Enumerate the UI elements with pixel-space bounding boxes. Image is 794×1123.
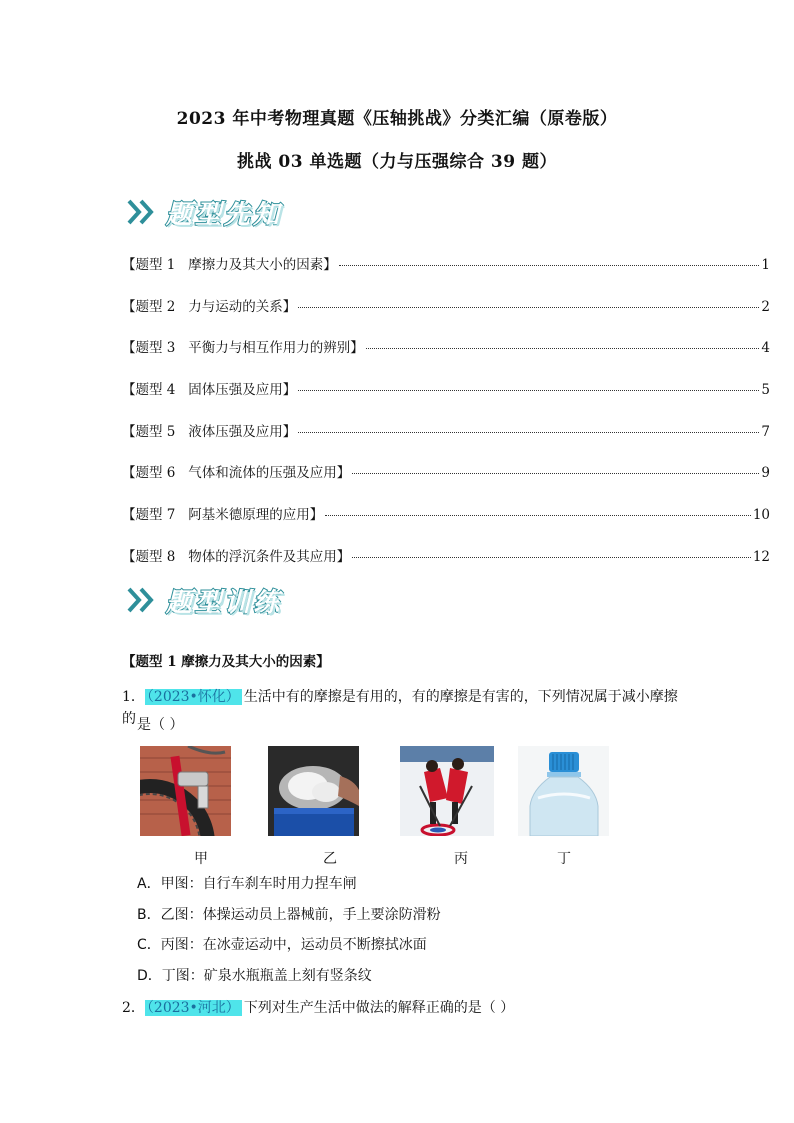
document-title: 2023 年中考物理真题《压轴挑战》分类汇编（原卷版）	[176, 109, 618, 129]
section-heading-text: 题型先知	[166, 199, 283, 230]
toc-leader-dots	[352, 556, 751, 558]
toc-item-page: 7	[761, 423, 770, 440]
photo-chalk-hands	[268, 746, 359, 836]
toc-item-page: 4	[761, 340, 770, 357]
toc-leader-dots	[298, 389, 759, 391]
photo-caption: 丁	[557, 851, 571, 867]
source-tag: （2023•怀化）	[146, 689, 240, 705]
answer-option-d[interactable]: D．丁图：矿泉水瓶瓶盖上刻有竖条纹	[137, 968, 372, 984]
toc-item[interactable]	[122, 545, 770, 587]
answer-option-c[interactable]: C．丙图：在冰壶运动中，运动员不断擦拭冰面	[137, 937, 427, 953]
toc-item-page: 2	[761, 298, 770, 315]
toc-leader-dots	[325, 514, 751, 516]
toc-item[interactable]	[122, 420, 770, 462]
section-heading-overview	[126, 194, 282, 230]
double-chevron-icon	[126, 585, 162, 615]
section-heading-training	[126, 582, 282, 618]
toc-item-label: 【题型 4 固体压强及应用】	[122, 382, 297, 399]
toc-item[interactable]	[122, 503, 770, 545]
toc-item-page: 10	[752, 507, 770, 524]
question-number: 1．	[122, 689, 145, 705]
toc-item-label: 【题型 2 力与运动的关系】	[122, 298, 297, 315]
answer-option-b[interactable]: B．乙图：体操运动员上器械前，手上要涂防滑粉	[137, 907, 441, 923]
toc-item-label: 【题型 5 液体压强及应用】	[122, 423, 297, 440]
question-text-continued: 是（ ）	[137, 717, 184, 733]
source-tag: （2023•河北）	[146, 1000, 240, 1016]
toc-leader-dots	[352, 472, 759, 474]
photo-curling-sweepers	[400, 746, 494, 836]
toc-item-page: 9	[761, 465, 770, 482]
photo-bicycle-brake	[140, 746, 231, 836]
toc-item[interactable]	[122, 378, 770, 420]
double-chevron-icon	[126, 197, 162, 227]
question-number: 2．	[122, 1000, 145, 1016]
question-text: 生活中有的摩擦是有用的，有的摩擦是有害的，下列情况属于减小摩擦的	[122, 689, 678, 727]
document-subtitle: 挑战 03 单选题（力与压强综合 39 题）	[237, 152, 557, 172]
section-heading-text: 题型训练	[166, 587, 283, 618]
toc-item-page: 5	[761, 382, 770, 399]
question-text: 下列对生产生活中做法的解释正确的是（ ）	[243, 1000, 515, 1016]
toc-leader-dots	[298, 431, 759, 433]
toc-item[interactable]	[122, 461, 770, 503]
photo-caption: 甲	[194, 851, 208, 867]
toc-item-label: 【题型 3 平衡力与相互作用力的辨别】	[122, 340, 364, 357]
toc-item[interactable]	[122, 253, 770, 295]
question-1	[122, 686, 682, 730]
toc-item-label: 【题型 6 气体和流体的压强及应用】	[122, 465, 351, 482]
toc-leader-dots	[339, 264, 760, 266]
photo-water-bottle	[518, 746, 609, 836]
photo-caption: 乙	[323, 851, 337, 867]
toc-item-page: 1	[761, 257, 770, 273]
photo-caption: 丙	[454, 851, 468, 867]
toc-leader-dots	[298, 306, 759, 308]
toc-item-page: 12	[752, 548, 770, 565]
toc-item[interactable]	[122, 336, 770, 378]
toc-item[interactable]	[122, 295, 770, 337]
toc-item-label: 【题型 1 摩擦力及其大小的因素】	[122, 257, 337, 273]
toc-leader-dots	[366, 347, 760, 349]
toc-item-label: 【题型 7 阿基米德原理的应用】	[122, 507, 324, 524]
toc-item-label: 【题型 8 物体的浮沉条件及其应用】	[122, 548, 351, 565]
table-of-contents	[122, 253, 770, 587]
question-type-heading: 【题型 1 摩擦力及其大小的因素】	[122, 654, 330, 670]
answer-option-a[interactable]: A．甲图：自行车刹车时用力捏车闸	[137, 876, 357, 892]
question-2	[122, 997, 514, 1019]
